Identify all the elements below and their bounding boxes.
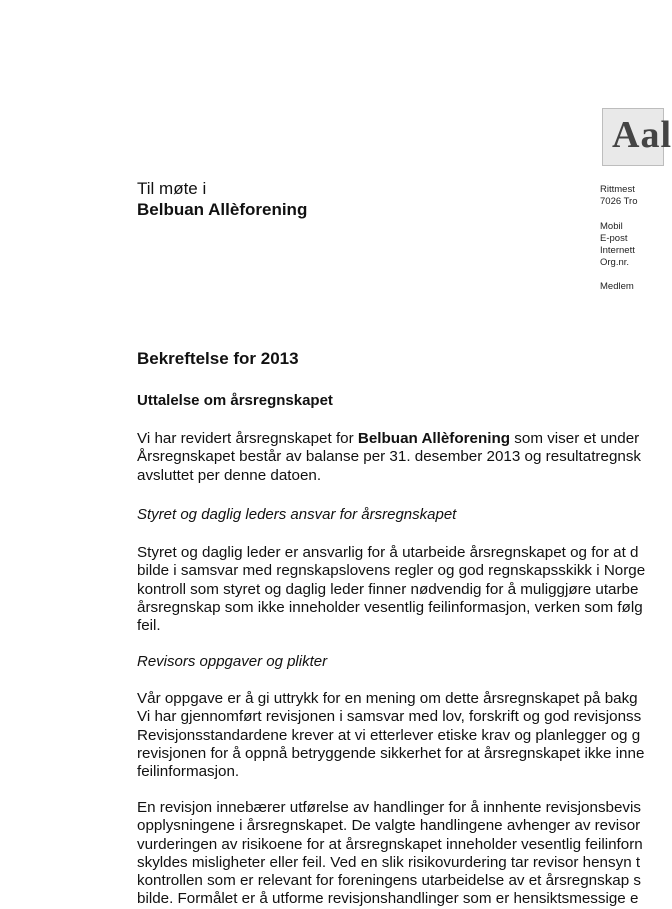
intro-line-1 [137, 430, 641, 448]
auditor-paragraph-2 [137, 799, 643, 909]
section-heading-board-responsibility: Styret og daglig leders ansvar for årsregnskapet [137, 506, 457, 523]
contact-label-email: E-post [600, 233, 628, 244]
company-logo [602, 108, 672, 166]
intro-line-2: Årsregnskapet består av balanse per 31. desember 2013 og resultatregnsk [137, 448, 642, 466]
contact-labels [600, 221, 635, 269]
membership-label: Medlem [600, 281, 634, 292]
address-line-2: 7026 Tro [600, 196, 638, 207]
address-line-1: Rittmest [600, 184, 635, 195]
auditor-p2-line-1: En revisjon innebærer utførelse av handlinger for å innhente revisjonsbevis [137, 799, 641, 816]
sender-address [600, 184, 638, 208]
contact-label-internet: Internett [600, 245, 635, 256]
auditor-p1-line-4: revisjonen for å oppnå betryggende sikkerhet for at årsregnskapet ikke inne [137, 744, 645, 762]
auditor-p1-line-5: feilinformasjon. [137, 763, 240, 781]
contact-label-mobile: Mobil [600, 221, 623, 232]
board-line-4: årsregnskap som ikke inneholder vesentlig feilinformasjon, verken som følg [137, 598, 643, 616]
board-line-3: kontroll som styret og daglig leder finner nødvendig for å muliggjøre utarbe [137, 580, 639, 598]
auditor-p1-line-3: Revisjonsstandardene krever at vi etterlever etiske krav og planlegger og g [137, 726, 641, 744]
section-board-paragraph [137, 544, 645, 635]
board-line-1: Styret og daglig leder er ansvarlig for å utarbeide årsregnskapet og for at d [137, 544, 639, 561]
addressee-name: Belbuan Allèforening [137, 200, 308, 219]
document-title: Bekreftelse for 2013 [137, 349, 299, 368]
auditor-p2-line-3: vurderingen av risikoene for at årsregnskapet inneholder vesentlig feilinforn [137, 835, 643, 853]
auditor-p2-line-4: skyldes misligheter eller feil. Ved en slik risikovurdering tar revisor hensyn t [137, 853, 641, 871]
board-line-5: feil. [137, 617, 161, 635]
intro-paragraph [137, 430, 641, 485]
document-subtitle: Uttalelse om årsregnskapet [137, 392, 333, 409]
auditor-p1-line-1: Vår oppgave er å gi uttrykk for en mening om dette årsregnskapet på bakg [137, 690, 638, 707]
addressee-line-1: Til møte i [137, 179, 207, 198]
section-heading-auditor-duties: Revisors oppgaver og plikter [137, 653, 328, 670]
intro-line-3: avsluttet per denne datoen. [137, 466, 322, 484]
logo-text: Aal [612, 114, 672, 156]
auditor-p2-line-5: kontrollen som er relevant for foreningens utarbeidelse av et årsregnskap s [137, 872, 641, 890]
intro-org-name: Belbuan Allèforening [357, 430, 511, 447]
auditor-paragraph-1 [137, 690, 644, 781]
addressee-block [137, 178, 307, 220]
contact-label-orgnr: Org.nr. [600, 257, 630, 268]
intro-text-post: som viser et under [510, 430, 640, 447]
auditor-p2-line-6: bilde. Formålet er å utforme revisjonshandlinger som er hensiktsmessige e [137, 890, 639, 908]
board-line-2: bilde i samsvar med regnskapslovens regler og god regnskapsskikk i Norge [137, 562, 646, 580]
intro-text-pre: Vi har revidert årsregnskapet for [137, 430, 358, 447]
auditor-p2-line-2: opplysningene i årsregnskapet. De valgte handlingene avhenger av revisor [137, 817, 641, 835]
auditor-p1-line-2: Vi har gjennomført revisjonen i samsvar med lov, forskrift og god revisjonss [137, 708, 642, 726]
